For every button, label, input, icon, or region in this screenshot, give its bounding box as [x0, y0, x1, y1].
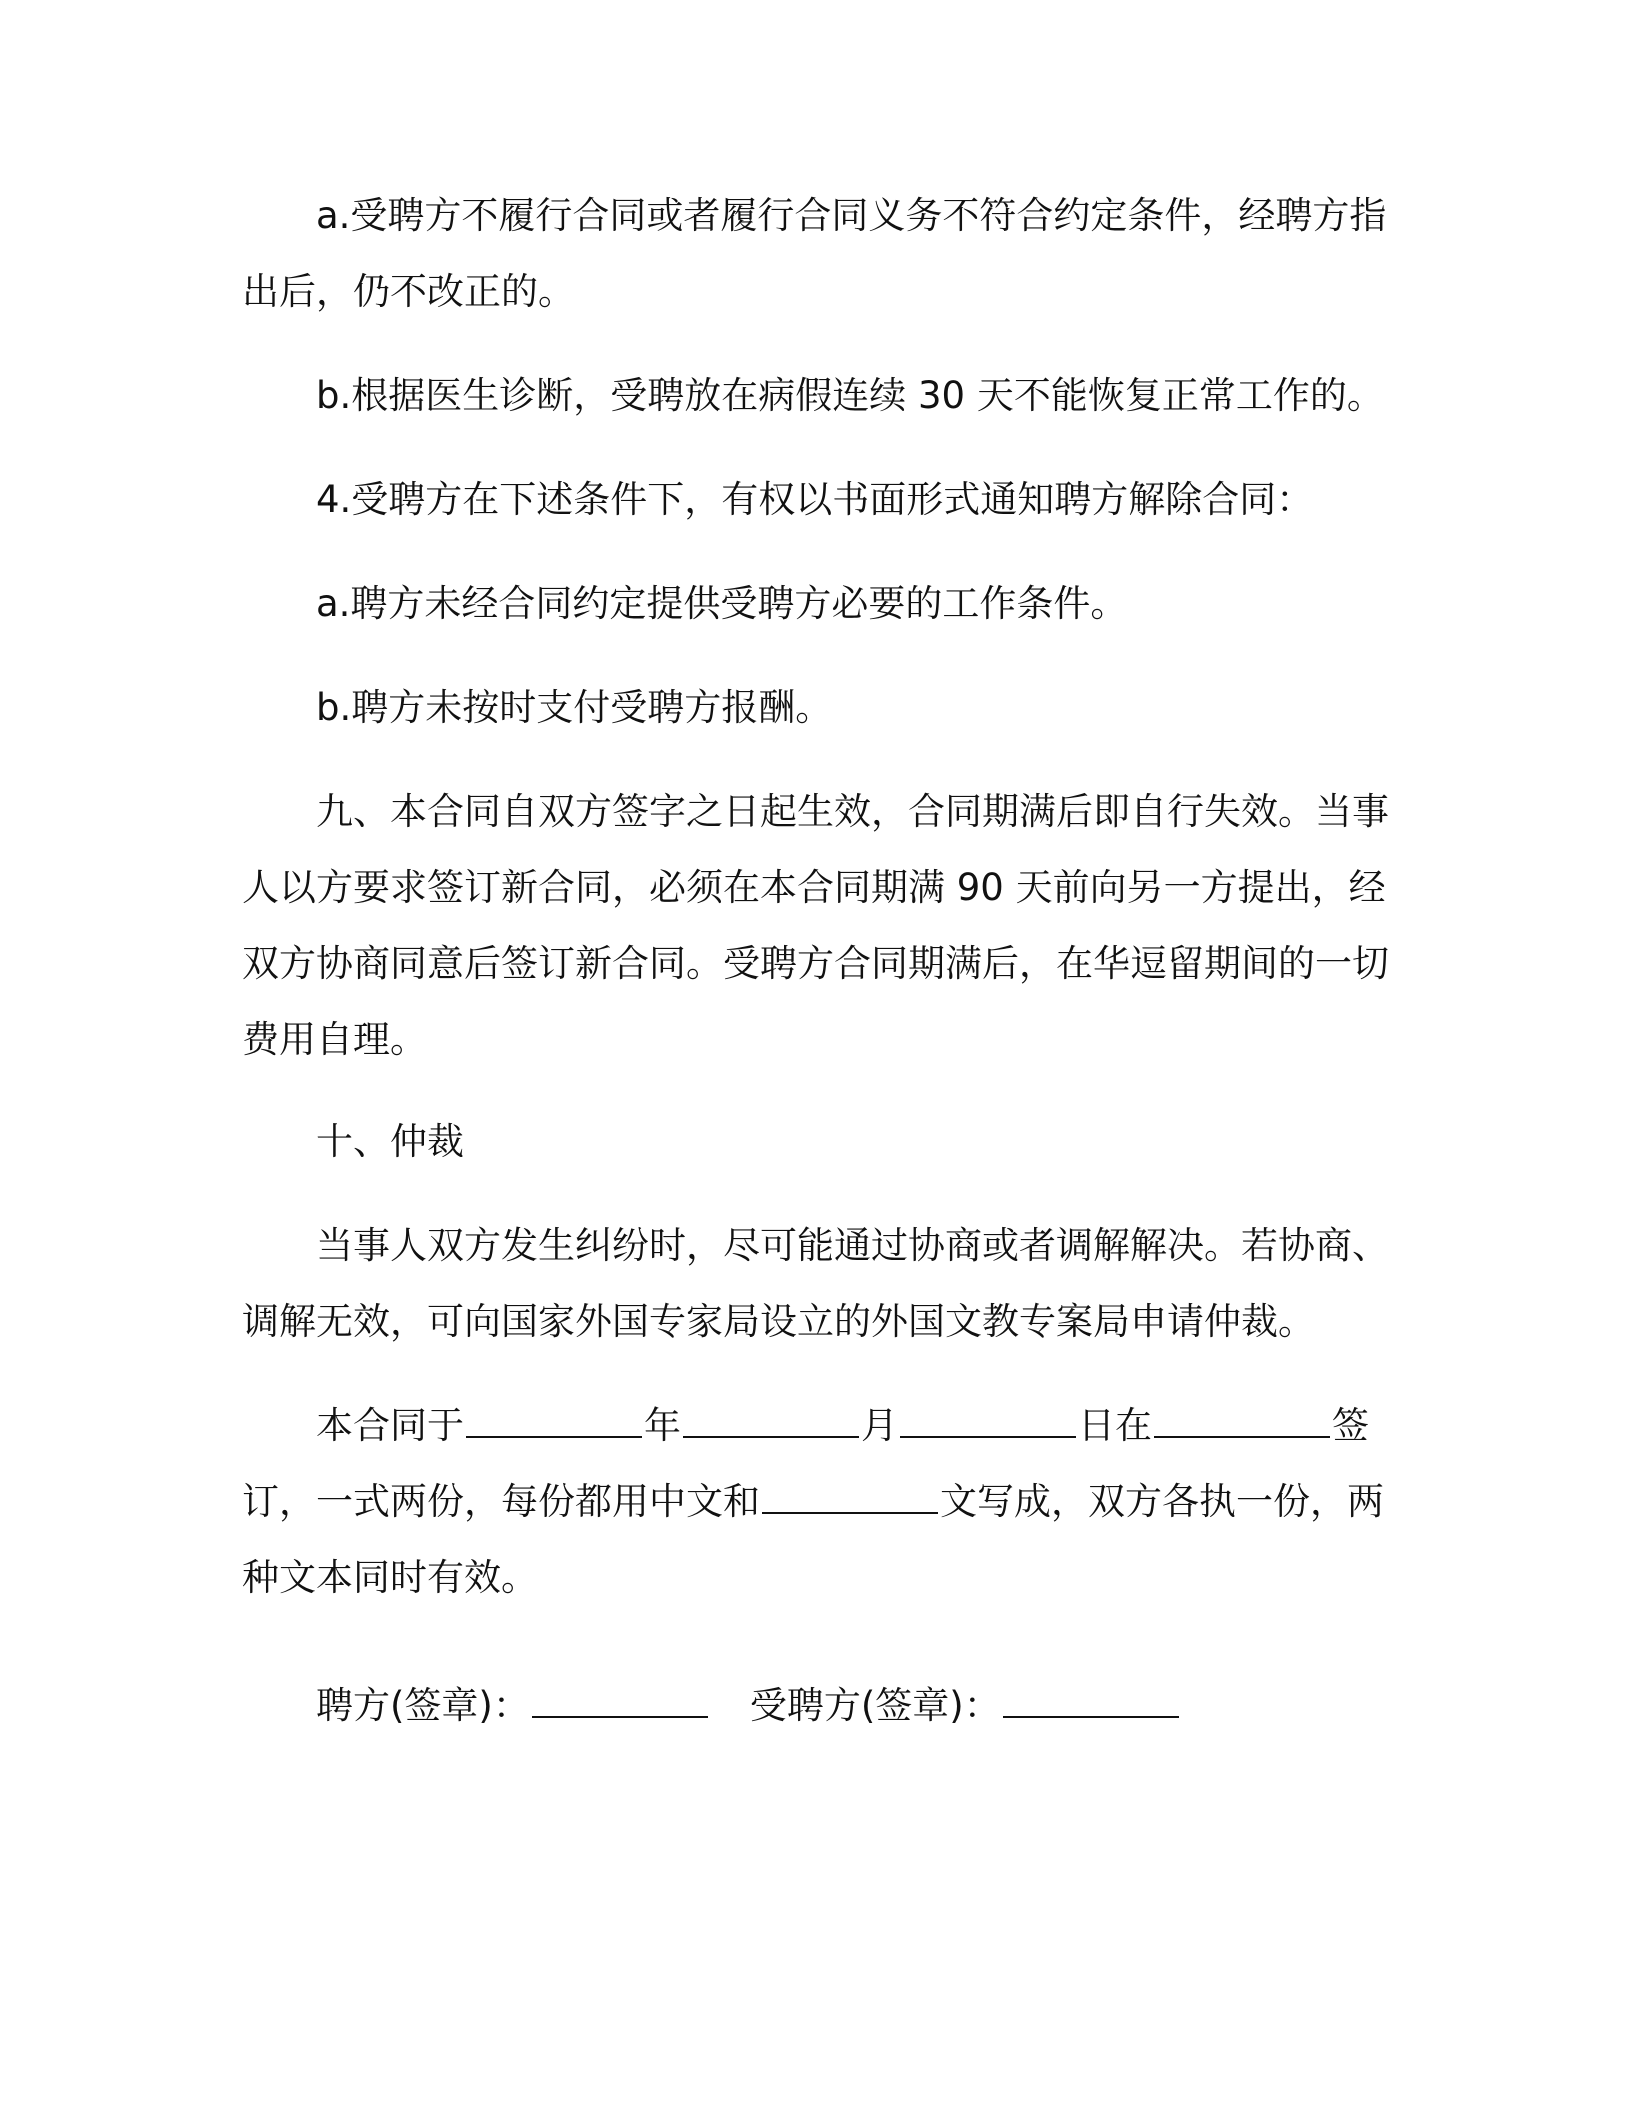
signing-line2-end: 文写成，双方各执一份，两种文本同时有效。 — [242, 1480, 1384, 1599]
clause-3a: a.受聘方不履行合同或者履行合同义务不符合约定条件，经聘方指出后，仍不改正的。 — [242, 194, 1387, 313]
year-label: 年 — [644, 1404, 681, 1447]
employer-signature-blank[interactable] — [532, 1686, 708, 1718]
year-blank[interactable] — [466, 1406, 642, 1438]
article-10-body: 当事人双方发生纠纷时，尽可能通过协商或者调解解决。若协商、调解无效，可向国家外国专家局设立的外国文教专案局申请仲裁。 — [242, 1224, 1389, 1343]
signing-prefix: 本合同于 — [316, 1404, 464, 1447]
employee-signature-blank[interactable] — [1003, 1686, 1179, 1718]
month-blank[interactable] — [683, 1406, 859, 1438]
day-blank[interactable] — [900, 1406, 1076, 1438]
signing-clause — [242, 1388, 1390, 1616]
employer-signature-label: 聘方(签章)： — [316, 1684, 530, 1727]
clause-4: 4.受聘方在下述条件下，有权以书面形式通知聘方解除合同： — [316, 478, 1314, 521]
signature-row — [316, 1668, 1181, 1744]
clause-4b: b.聘方未按时支付受聘方报酬。 — [316, 686, 833, 729]
day-at-label: 日在 — [1078, 1404, 1152, 1447]
article-9: 九、本合同自双方签字之日起生效，合同期满后即自行失效。当事人以方要求签订新合同，必须在本合同期满 90 天前向另一方提出，经双方协商同意后签订新合同。受聘方合同期满后，在华逗留期间的一切费用自理。 — [242, 790, 1389, 1061]
place-blank[interactable] — [1154, 1406, 1330, 1438]
clause-4a: a.聘方未经合同约定提供受聘方必要的工作条件。 — [316, 582, 1128, 625]
employee-signature-label: 受聘方(签章)： — [749, 1684, 1001, 1727]
article-10-title: 十、仲裁 — [316, 1120, 464, 1163]
signing-line2: 签订，一式两份，每份都用中文和 — [242, 1404, 1369, 1523]
month-label: 月 — [861, 1404, 898, 1447]
clause-3b: b.根据医生诊断，受聘放在病假连续 30 天不能恢复正常工作的。 — [316, 374, 1384, 417]
language-blank[interactable] — [762, 1482, 938, 1514]
